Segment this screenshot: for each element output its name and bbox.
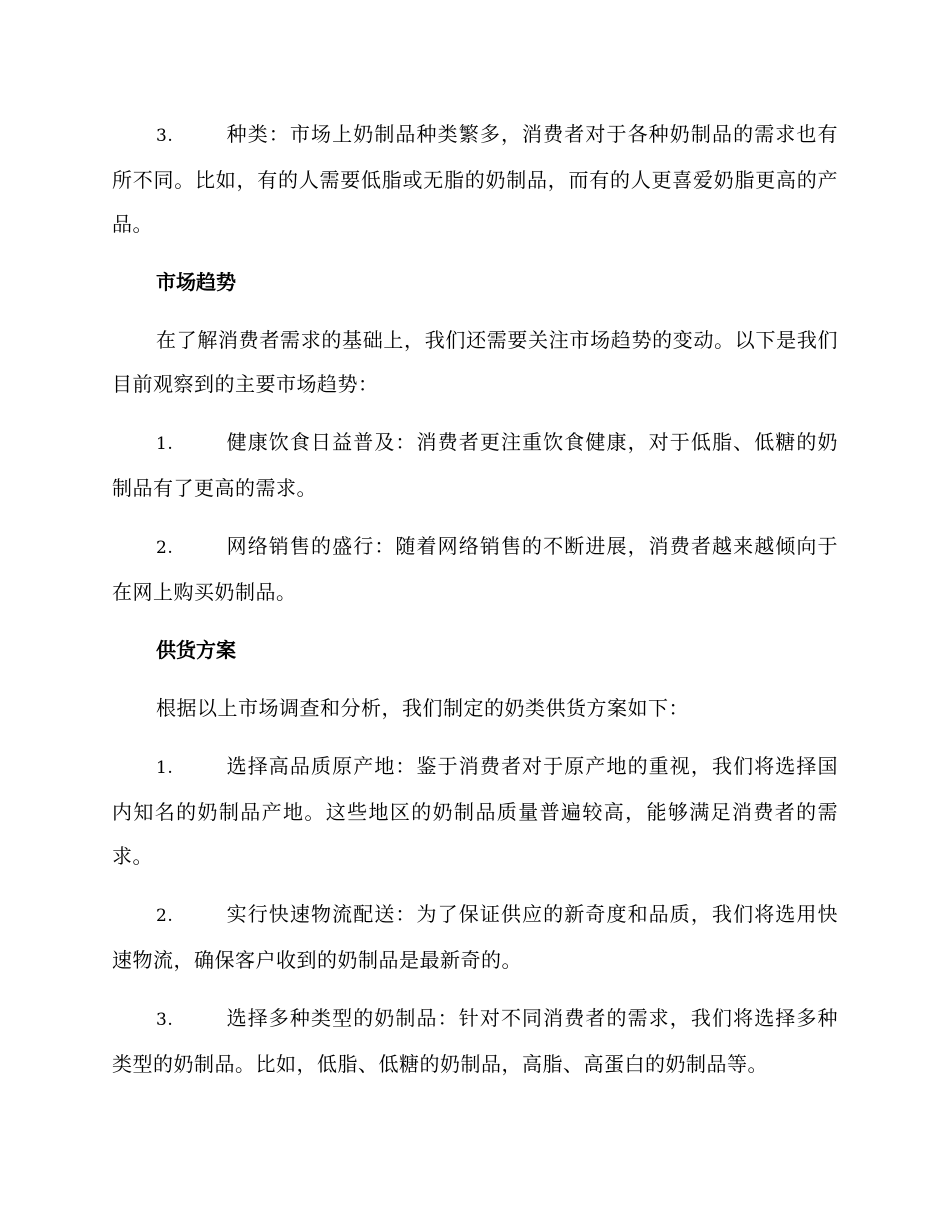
list-text: 实行快速物流配送：为了保证供应的新奇度和品质，我们将选用快速物流，确保客户收到的奶制品是最新奇的。 [112, 902, 838, 972]
list-number: 1. [156, 758, 174, 778]
list-text: 种类：市场上奶制品种类繁多，消费者对于各种奶制品的需求也有所不同。比如，有的人需要低脂或无脂的奶制品，而有的人更喜爱奶脂更高的产品。 [112, 122, 838, 236]
list-item [112, 524, 838, 614]
list-number: 3. [156, 1010, 174, 1030]
list-text: 选择多种类型的奶制品：针对不同消费者的需求，我们将选择多种类型的奶制品。比如，低脂、低糖的奶制品，高脂、高蛋白的奶制品等。 [112, 1006, 838, 1076]
list-number: 2. [156, 906, 174, 926]
supply-intro-paragraph: 根据以上市场调查和分析，我们制定的奶类供货方案如下： [156, 696, 689, 720]
list-item [112, 892, 838, 982]
list-item [112, 996, 838, 1086]
list-number: 1. [156, 434, 174, 454]
section-heading-trend: 市场趋势 [156, 270, 236, 294]
section-heading-supply: 供货方案 [156, 638, 236, 662]
list-text: 健康饮食日益普及：消费者更注重饮食健康，对于低脂、低糖的奶制品有了更高的需求。 [112, 430, 838, 500]
list-item [112, 744, 838, 878]
trend-intro-paragraph: 在了解消费者需求的基础上，我们还需要关注市场趋势的变动。以下是我们目前观察到的主要市场趋势： [112, 328, 838, 396]
list-item [112, 112, 838, 246]
list-item [112, 420, 838, 510]
list-text: 选择高品质原产地：鉴于消费者对于原产地的重视，我们将选择国内知名的奶制品产地。这些地区的奶制品质量普遍较高，能够满足消费者的需求。 [112, 754, 838, 868]
list-number: 3. [156, 126, 174, 146]
list-number: 2. [156, 538, 174, 558]
list-text: 网络销售的盛行：随着网络销售的不断进展，消费者越来越倾向于在网上购买奶制品。 [112, 534, 838, 604]
